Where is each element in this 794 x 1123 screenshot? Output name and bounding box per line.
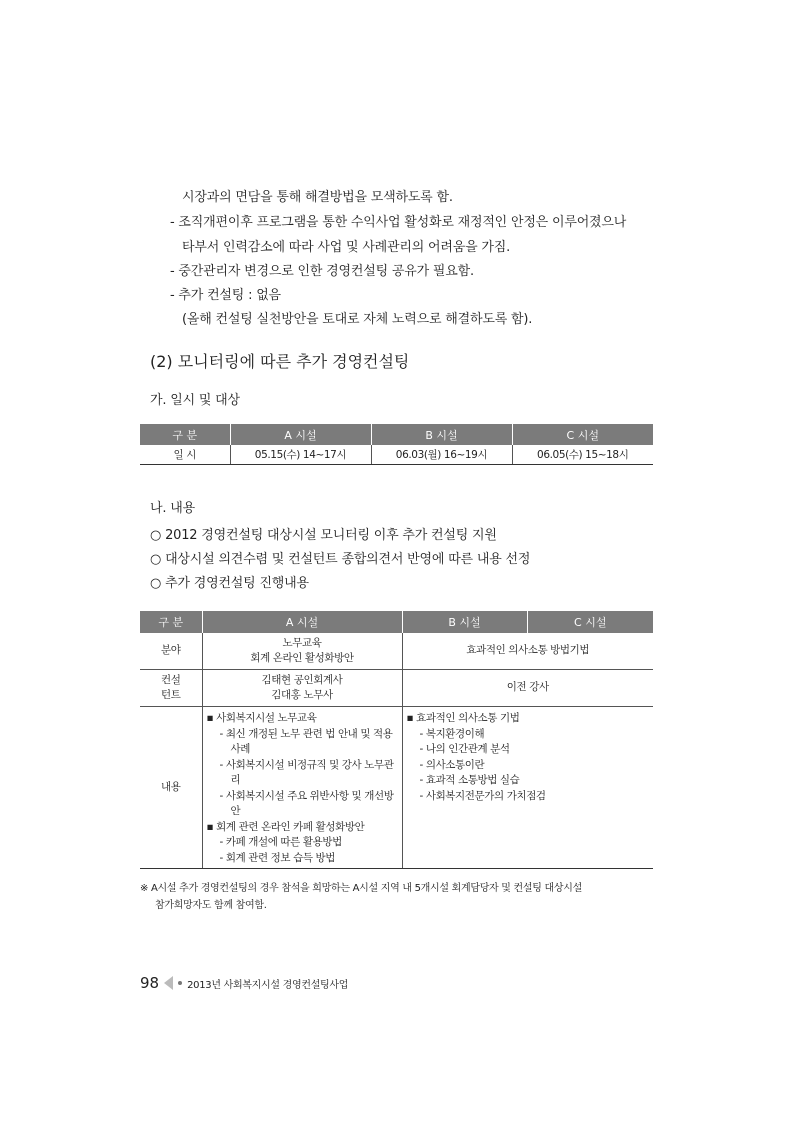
footer-title: 2013년 사회복지시설 경영컨설팅사업	[187, 979, 349, 991]
list-item: - 의사소통이란	[419, 758, 485, 771]
content-bc-cell	[402, 707, 653, 869]
intro-line-6: (올해 컨설팅 실천방안을 토대로 자체 노력으로 해결하도록 함).	[182, 312, 533, 327]
chevron-left-icon	[164, 976, 173, 990]
list-item: ▪ 효과적인 의사소통 기법	[406, 712, 520, 724]
intro-line-1: 시장과의 면담을 통해 해결방법을 모색하도록 함.	[182, 190, 453, 205]
table-cell: 일 시	[140, 445, 230, 465]
list-item: - 회계 관련 정보 습득 방법	[219, 851, 336, 864]
list-item: ▪ 회계 관련 온라인 카페 활성화방안	[206, 820, 365, 833]
table-row	[140, 670, 653, 707]
bullet-item: ○ 대상시설 의견수렴 및 컨설턴트 종합의견서 반영에 따른 내용 선정	[150, 552, 531, 567]
list-item: - 효과적 소통방법 실습	[419, 774, 520, 786]
table-cell: 06.05(수) 15~18시	[512, 445, 653, 465]
footnote-line-1: ※ A시설 추가 경영컨설팅의 경우 참석을 희망하는 A시설 지역 내 5개시설 회계담당자 및 컨설팅 대상시설	[140, 883, 582, 894]
page-number: 98	[140, 974, 160, 992]
bullet-dot-icon	[178, 981, 182, 985]
intro-line-2: - 조직개편이후 프로그램을 통한 수익사업 활성화로 재정적인 안정은 이루어졌으나	[170, 215, 627, 230]
bullet-item: ○ 2012 경영컨설팅 대상시설 모니터링 이후 추가 컨설팅 지원	[150, 528, 497, 543]
table-row	[140, 445, 653, 465]
list-item: - 사회복지시설 비정규직 및 강사 노무관리	[219, 758, 394, 786]
intro-line-4: - 중간관리자 변경으로 인한 경영컨설팅 공유가 필요함.	[170, 264, 474, 279]
table-cell	[202, 633, 402, 670]
subheading-a: 가. 일시 및 대상	[150, 393, 240, 408]
list-item: - 최신 개정된 노무 관련 법 안내 및 적용사례	[219, 727, 393, 755]
table-row	[140, 633, 653, 670]
consultant-a-line2: 김대홍 노무사	[271, 689, 333, 701]
table-header-cell: B 시설	[371, 424, 512, 445]
list-item: - 나의 인간관계 분석	[419, 743, 510, 755]
page-footer	[140, 974, 348, 992]
list-item: ▪ 사회복지시설 노무교육	[206, 712, 317, 724]
field-a-line2: 회계 온라인 활성화방안	[250, 652, 354, 664]
table-header-cell: C 시설	[527, 611, 653, 633]
list-item: - 복지환경이해	[419, 727, 485, 740]
consultant-bc: 이전 강사	[402, 670, 653, 707]
table-header-row	[140, 424, 653, 445]
schedule-table	[140, 424, 653, 465]
row-label-content: 내용	[140, 707, 202, 869]
table-header-cell: 구 분	[140, 611, 202, 633]
list-item: - 사회복지전문가의 가치점검	[419, 789, 546, 802]
table-header-cell: 구 분	[140, 424, 230, 445]
table-header-cell: C 시설	[512, 424, 653, 445]
label-line: 턴트	[161, 689, 181, 701]
list-item: - 사회복지시설 주요 위반사항 및 개선방안	[219, 789, 394, 817]
content-a-cell	[202, 707, 402, 869]
table-header-cell: A 시설	[230, 424, 371, 445]
row-label-consultant	[140, 670, 202, 707]
consultant-a-line1: 김태현 공인회계사	[261, 673, 343, 686]
section-heading: (2) 모니터링에 따른 추가 경영컨설팅	[150, 352, 410, 371]
field-bc: 효과적인 의사소통 방법기법	[402, 633, 653, 670]
label-line: 컨설	[161, 673, 181, 686]
table-cell: 06.03(월) 16~19시	[371, 445, 512, 465]
intro-line-3: 타부서 인력감소에 따라 사업 및 사례관리의 어려움을 가짐.	[182, 240, 511, 255]
row-label-field: 분야	[140, 633, 202, 670]
bullet-item: ○ 추가 경영컨설팅 진행내용	[150, 576, 309, 591]
table-cell: 05.15(수) 14~17시	[230, 445, 371, 465]
field-a-line1: 노무교육	[282, 636, 322, 649]
table-row	[140, 707, 653, 869]
footnote-line-2: 참가희망자도 함께 참여함.	[155, 900, 267, 911]
table-cell	[202, 670, 402, 707]
intro-line-5: - 추가 컨설팅 : 없음	[170, 288, 281, 303]
table-header-row	[140, 611, 653, 633]
subheading-b: 나. 내용	[150, 501, 195, 516]
content-table	[140, 611, 653, 869]
list-item: - 카페 개설에 따른 활용방법	[219, 836, 342, 848]
table-header-cell: A 시설	[202, 611, 402, 633]
table-header-cell: B 시설	[402, 611, 527, 633]
